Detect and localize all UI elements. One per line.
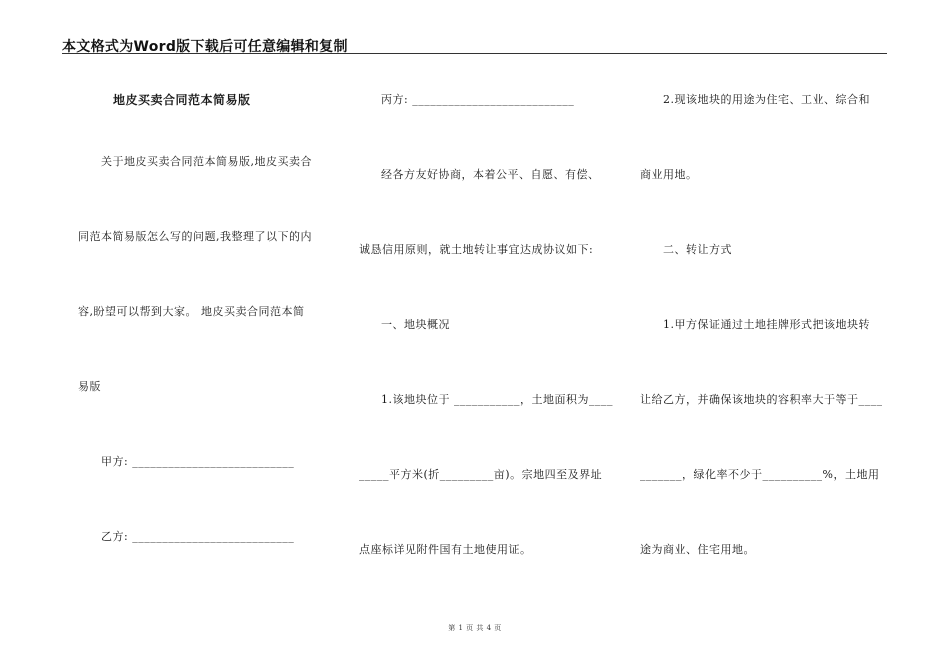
section-heading: 二、转让方式 [663, 243, 732, 256]
paragraph-line: 容,盼望可以帮到大家。 地皮买卖合同范本简 [78, 305, 305, 318]
document-header: 本文格式为Word版下载后可任意编辑和复制 [62, 39, 348, 55]
party-c-field: 丙方: ___________________________ [381, 93, 575, 106]
paragraph-line: 点座标详见附件国有土地使用证。 [359, 543, 532, 556]
paragraph-line: _____平方米(折_________亩)。宗地四至及界址 [359, 468, 603, 481]
paragraph-line: 途为商业、住宅用地。 [640, 543, 755, 556]
paragraph-line: 经各方友好协商，本着公平、自愿、有偿、 [381, 168, 600, 181]
paragraph-line: 2.现该地块的用途为住宅、工业、综合和 [663, 93, 870, 106]
paragraph-line: 同范本简易版怎么写的问题,我整理了以下的内 [78, 230, 312, 243]
page-number: 第 1 页 共 4 页 [448, 624, 502, 632]
paragraph-line: _______，绿化率不少于__________%，土地用 [640, 468, 880, 481]
paragraph-line: 关于地皮买卖合同范本简易版,地皮买卖合 [101, 155, 312, 168]
paragraph-line: 商业用地。 [640, 168, 698, 181]
section-heading: 一、地块概况 [381, 318, 450, 331]
party-a-field: 甲方: ___________________________ [101, 455, 295, 468]
paragraph-line: 让给乙方，并确保该地块的容积率大于等于____ [640, 393, 883, 406]
document-title: 地皮买卖合同范本简易版 [113, 93, 251, 107]
party-b-field: 乙方: ___________________________ [101, 530, 295, 543]
paragraph-line: 1.甲方保证通过土地挂牌形式把该地块转 [663, 318, 870, 331]
paragraph-line: 1.该地块位于 ___________，土地面积为____ [381, 393, 613, 406]
header-divider [62, 53, 887, 54]
paragraph-line: 诚恳信用原则，就土地转让事宜达成协议如下: [359, 243, 594, 256]
paragraph-line: 易版 [78, 380, 101, 393]
